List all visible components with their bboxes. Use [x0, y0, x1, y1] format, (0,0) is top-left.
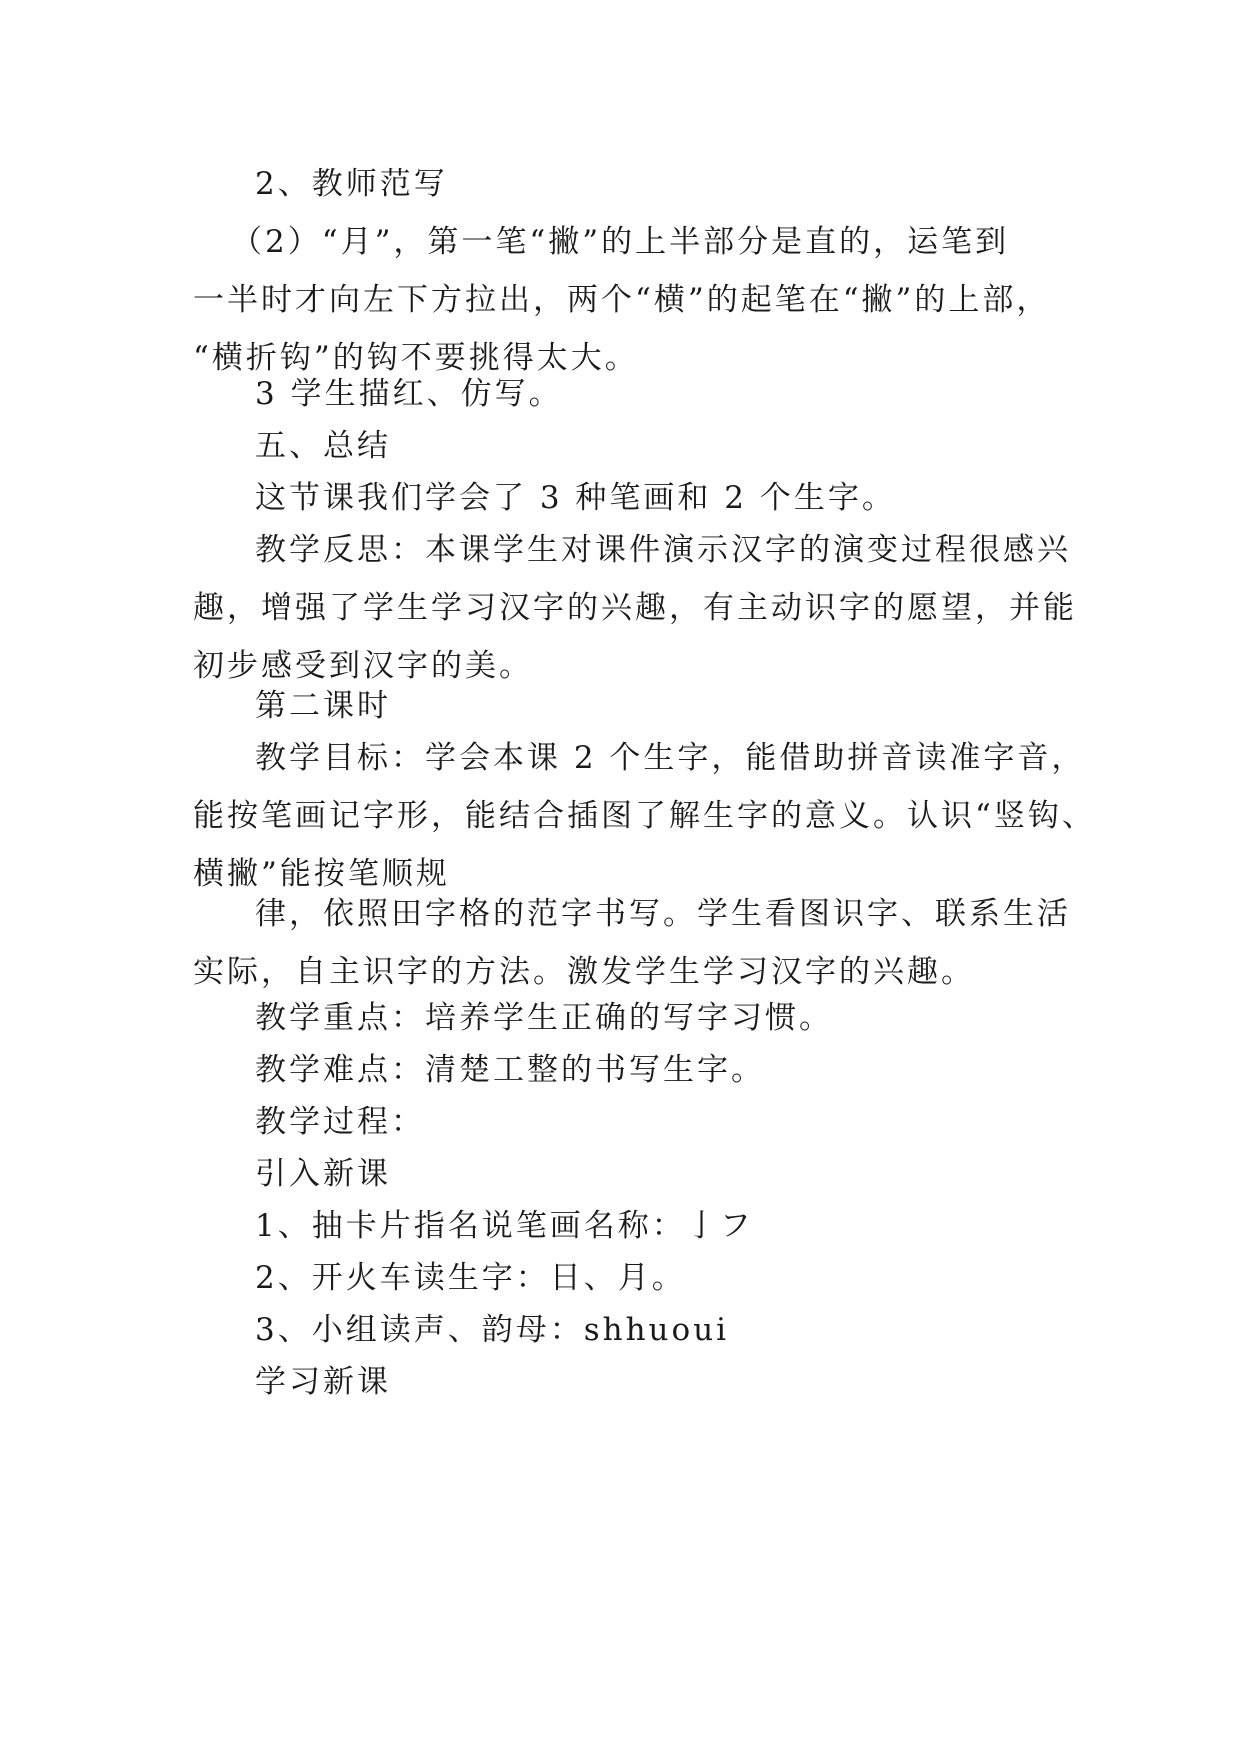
paragraph-yue-stroke-guide: [193, 213, 1055, 387]
section-heading-summary: [193, 417, 1055, 475]
list-item-group-reading: [193, 1301, 1055, 1359]
text-line: 2、开火车读生字：日、月。: [255, 1260, 686, 1296]
text-line: “横折钩”的钩不要挑得太大。: [193, 340, 639, 376]
text-line: （2）“月”，第一笔“撇”的上半部分是直的，运笔到: [231, 224, 1010, 260]
text-line: 学习新课: [255, 1364, 391, 1400]
text-line: 教学反思：本课学生对课件演示汉字的演变过程很感兴: [255, 532, 1071, 568]
text-line: 教学重点：培养学生正确的写字习惯。: [255, 1000, 833, 1036]
text-line: 教学难点：清楚工整的书写生字。: [255, 1052, 765, 1088]
text-line: 这节课我们学会了 3 种笔画和 2 个生字。: [255, 480, 896, 516]
text-line: 教学过程：: [255, 1104, 425, 1140]
section-heading-learn-new-lesson: [193, 1353, 1055, 1411]
text-line: 2、教师范写: [255, 166, 448, 202]
text-line: 横撇”能按笔顺规: [193, 856, 450, 892]
section-heading-second-lesson: [193, 677, 1055, 735]
text-line: 3、小组读声、韵母：shhuoui: [255, 1312, 730, 1348]
text-line: 趣，增强了学生学习汉字的兴趣，有主动识字的愿望，并能: [193, 590, 1077, 626]
text-line: 引入新课: [255, 1156, 391, 1192]
paragraph-teaching-reflection: [193, 521, 1077, 695]
paragraph-teaching-difficulty: [193, 1041, 1055, 1099]
text-line: 实际，自主识字的方法。激发学生学习汉字的兴趣。: [193, 954, 975, 990]
text-line: 3 学生描红、仿写。: [255, 376, 563, 412]
paragraph-teacher-demo: [193, 155, 1055, 213]
text-line: 教学目标：学会本课 2 个生字，能借助拼音读准字音，: [255, 740, 1086, 776]
text-line: 能按笔画记字形，能结合插图了解生字的意义。认识“竖钩、: [193, 798, 1096, 834]
text-line: 第二课时: [255, 688, 391, 724]
section-heading-intro-new-lesson: [193, 1145, 1055, 1203]
text-line: 一半时才向左下方拉出，两个“横”的起笔在“撇”的上部，: [193, 282, 1051, 318]
paragraph-teaching-focus: [193, 989, 1055, 1047]
paragraph-teaching-goals: [193, 729, 1096, 903]
paragraph-student-practice: [193, 365, 1055, 423]
text-line: 律，依照田字格的范字书写。学生看图识字、联系生活: [255, 896, 1071, 932]
list-item-stroke-cards: [193, 1197, 1055, 1255]
text-line: 初步感受到汉字的美。: [193, 648, 533, 684]
text-line: 1、抽卡片指名说笔画名称：亅フ: [255, 1208, 754, 1244]
list-item-train-reading: [193, 1249, 1055, 1307]
paragraph-goals-continued: [193, 885, 1071, 1001]
paragraph-summary: [193, 469, 1055, 527]
text-line: 五、总结: [255, 428, 391, 464]
paragraph-teaching-process: [193, 1093, 1055, 1151]
